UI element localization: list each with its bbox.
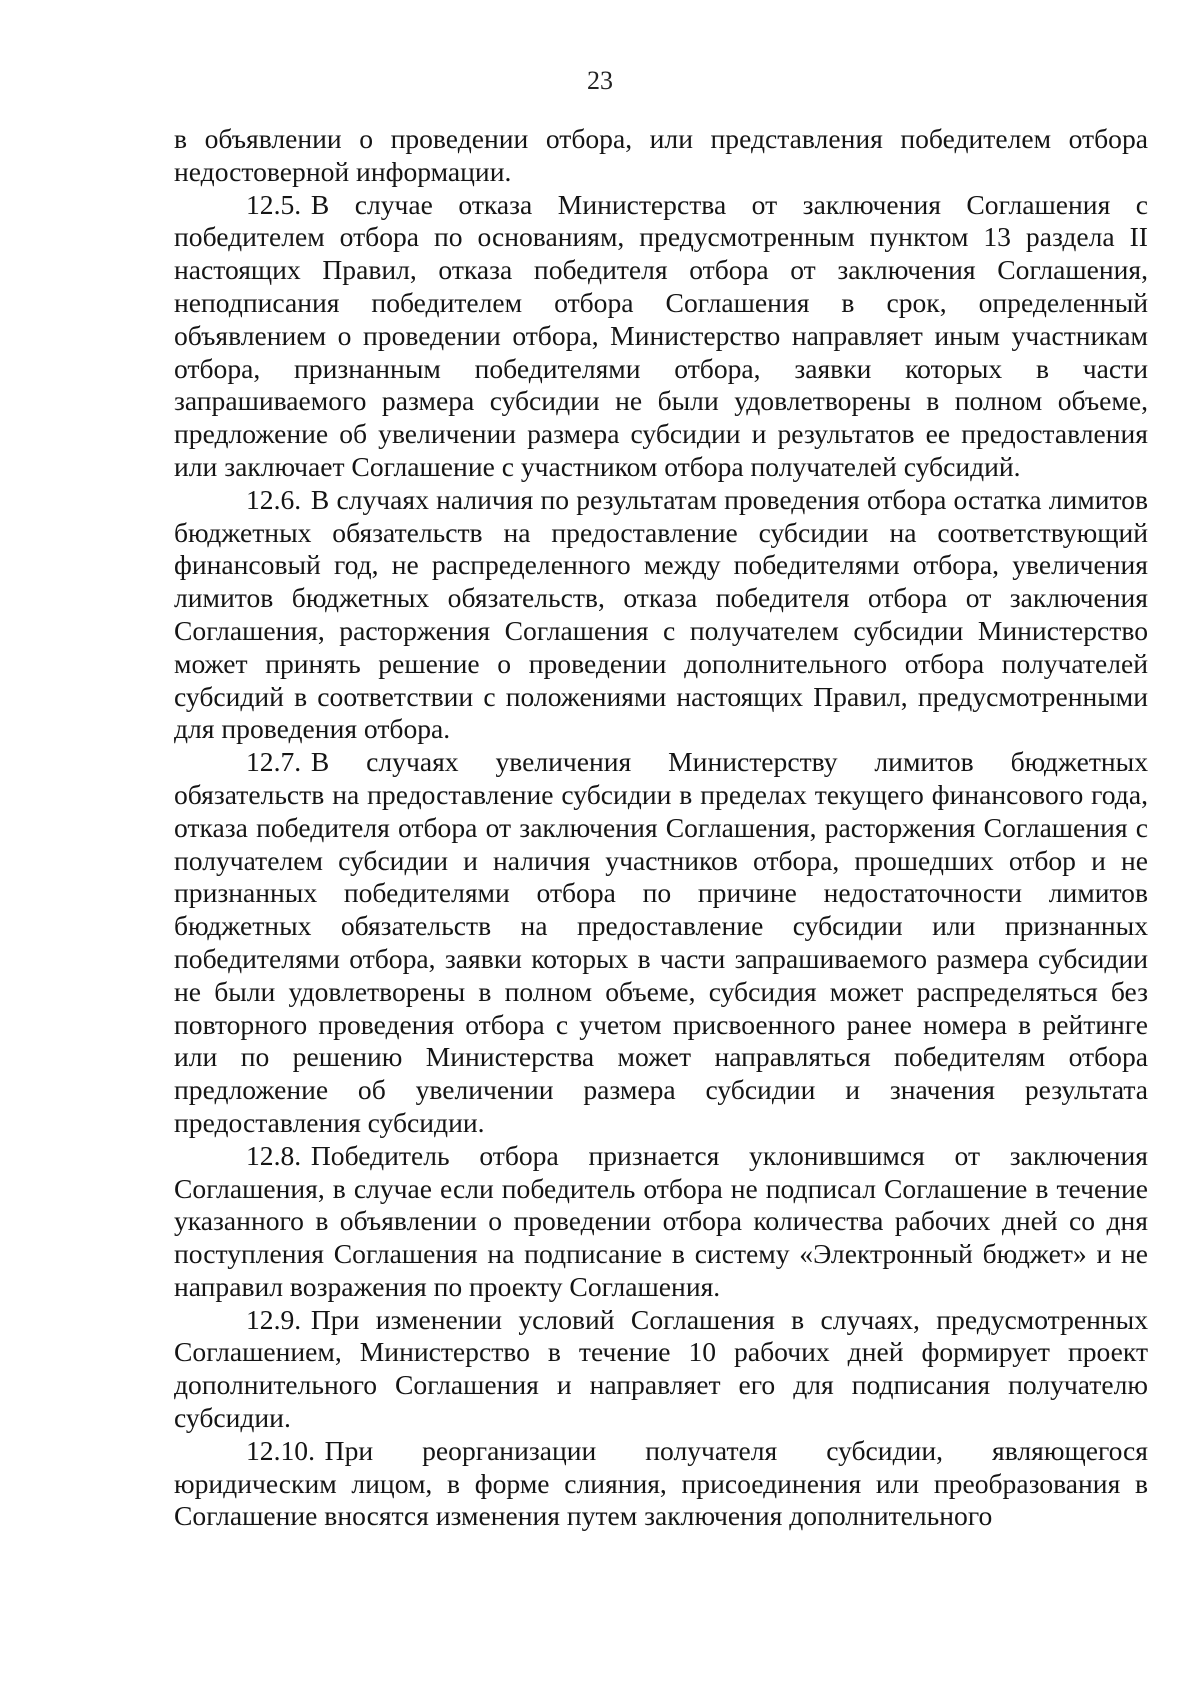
paragraph-number: 12.7.	[246, 746, 302, 778]
paragraph-number: 12.10.	[246, 1434, 315, 1466]
paragraph-number: 12.8.	[246, 1139, 302, 1171]
paragraph-number: 12.6.	[246, 483, 302, 515]
paragraph-12-8	[174, 1140, 1148, 1304]
paragraph-number: 12.5.	[246, 188, 302, 220]
paragraph-12-9	[174, 1304, 1148, 1435]
paragraph-text: В случае отказа Министерства от заключения Соглашения с победителем отбора по основаниям, предусмотренным пунктом 13 раздела II настоящих Правил, отказа победителя отбора от заключения Соглашения, неподписания победителем отбора Соглашения в срок, определенный объявлением о проведении отбора, Министерство направляет иным участникам отбора, признанным победителями отбора, заявки которых в части запрашиваемого размера субсидии не были удовлетворены в полном объеме, предложение об увеличении размера субсидии и результатов ее предоставления или заключает Соглашение с участником отбора получателей субсидий.	[174, 188, 1148, 482]
paragraph-continuation	[174, 123, 1148, 189]
paragraph-text: При изменении условий Соглашения в случаях, предусмотренных Соглашением, Министерство в течение 10 рабочих дней формирует проект дополнительного Соглашения и направляет его для подписания получателю субсидии.	[174, 1303, 1148, 1434]
paragraph-text: В случаях увеличения Министерству лимитов бюджетных обязательств на предоставление субсидии в пределах текущего финансового года, отказа победителя отбора от заключения Соглашения, расторжения Соглашения с получателем субсидии и наличия участников отбора, прошедших отбор и не признанных победителями отбора по причине недостаточности лимитов бюджетных обязательств на предоставление субсидии или признанных победителями отбора, заявки которых в части запрашиваемого размера субсидии не были удовлетворены в полном объеме, субсидия может распределяться без повторного проведения отбора с учетом присвоенного ранее номера в рейтинге или по решению Министерства может направляться победителям отбора предложение об увеличении размера субсидии и значения результата предоставления субсидии.	[174, 746, 1148, 1138]
paragraph-text: Победитель отбора признается уклонившимся от заключения Соглашения, в случае если победитель отбора не подписал Соглашение в течение указанного в объявлении о проведении отбора количества рабочих дней со дня поступления Соглашения на подписание в систему «Электронный бюджет» и не направил возражения по проекту Соглашения.	[174, 1139, 1148, 1302]
paragraph-12-10	[174, 1435, 1148, 1533]
paragraph-text: При реорганизации получателя субсидии, являющегося юридическим лицом, в форме слияния, присоединения или преобразования в Соглашение вносятся изменения путем заключения дополнительного	[174, 1434, 1148, 1532]
document-body	[174, 123, 1148, 1533]
paragraph-12-6	[174, 484, 1148, 746]
paragraph-12-5	[174, 189, 1148, 484]
paragraph-text: В случаях наличия по результатам проведения отбора остатка лимитов бюджетных обязательств на предоставление субсидии на соответствующий финансовый год, не распределенного между победителями отбора, увеличения лимитов бюджетных обязательств, отказа победителя отбора от заключения Соглашения, расторжения Соглашения с получателем субсидии Министерство может принять решение о проведении дополнительного отбора получателей субсидий в соответствии с положениями настоящих Правил, предусмотренными для проведения отбора.	[174, 483, 1148, 745]
paragraph-number: 12.9.	[246, 1303, 302, 1335]
paragraph-text: в объявлении о проведении отбора, или представления победителем отбора недостоверной информации.	[174, 123, 1148, 187]
page-number: 23	[587, 66, 613, 95]
paragraph-12-7	[174, 746, 1148, 1140]
